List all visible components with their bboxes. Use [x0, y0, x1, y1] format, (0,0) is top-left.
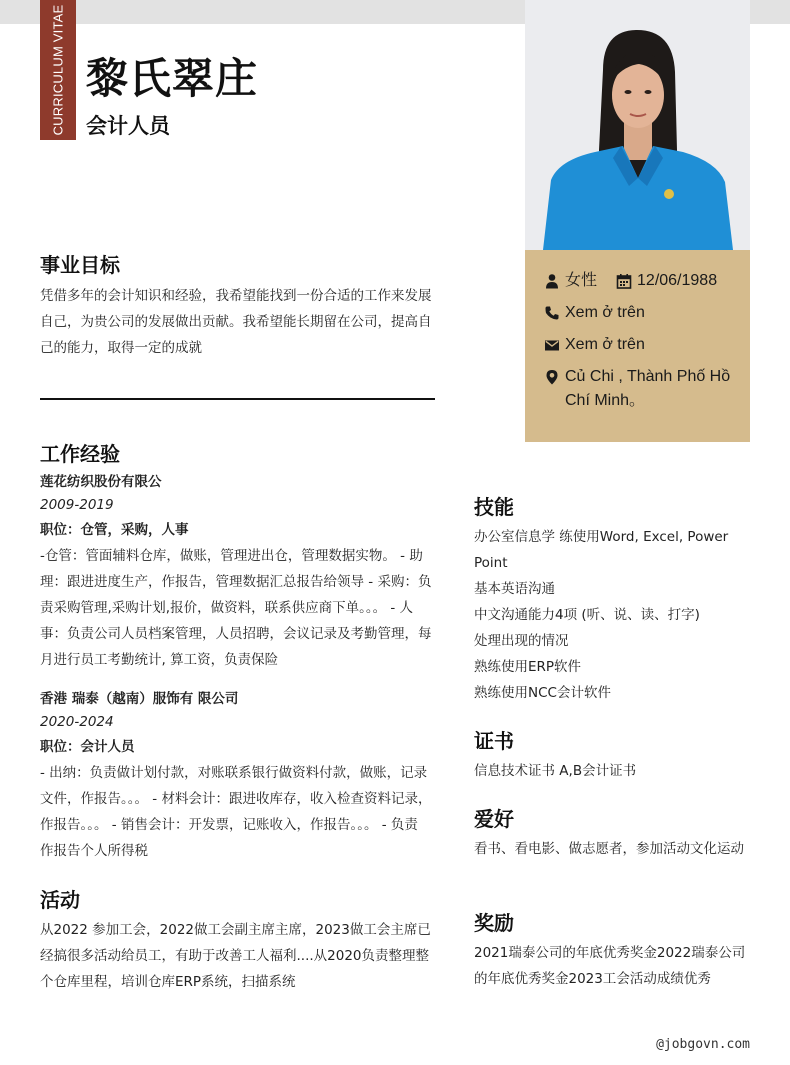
candidate-job-title: 会计人员 — [86, 114, 170, 138]
address-row — [544, 365, 732, 413]
skill-item: 基本英语沟通 — [474, 581, 555, 597]
job-years: 2009-2019 — [40, 497, 114, 513]
profile-photo — [525, 0, 750, 250]
dob-value: 12/06/1988 — [637, 272, 718, 289]
skill-item: 熟练使用ERP软件 — [474, 659, 582, 675]
job-years: 2020-2024 — [40, 714, 114, 730]
objective-heading: 事业目标 — [40, 253, 120, 277]
experience-item — [40, 471, 435, 673]
gender-value: 女性 — [565, 272, 598, 289]
candidate-name: 黎氏翠庄 — [86, 54, 259, 103]
cv-tag-label: CURRICULUM VITAE — [50, 4, 66, 136]
calendar-icon — [616, 269, 632, 293]
skill-item: 处理出现的情况 — [474, 633, 569, 649]
phone-icon — [544, 301, 560, 325]
contact-info-box — [525, 250, 750, 442]
certificates-text: 信息技术证书 A,B会计证书 — [474, 763, 637, 779]
skill-item: 熟练使用NCC会计软件 — [474, 685, 611, 701]
awards-heading: 奖励 — [474, 911, 514, 935]
job-description: - 出纳：负责做计划付款，对账联系银行做资料付款，做账，记录文件，作报告。。。 - 材料会计：跟进收库存，收入检查资料记录，作报告。。。 - 销售会计：开发票，记账收入，作报告。。。 - 负责 作报告个人所得税 — [40, 765, 432, 859]
address-value: Củ Chi , Thành Phố Hồ Chí Minh。 — [565, 368, 731, 409]
activities-heading: 活动 — [40, 888, 80, 912]
experience-heading: 工作经验 — [40, 442, 120, 466]
email-value: Xem ở trên — [565, 336, 645, 353]
phone-value: Xem ở trên — [565, 304, 645, 321]
person-icon — [544, 269, 560, 293]
skill-item: 办公室信息学 练使用Word, Excel, Power Point — [474, 529, 729, 571]
hobbies-text: 看书、看电影、做志愿者，参加活动文化运动 — [474, 841, 744, 857]
job-role: 职位：仓管，采购，人事 — [40, 522, 189, 538]
experience-item — [40, 688, 435, 864]
skills-list — [474, 524, 750, 706]
location-pin-icon — [544, 365, 560, 389]
section-divider — [40, 398, 435, 400]
email-row — [544, 333, 732, 357]
company-name: 香港 瑞泰（越南）服饰有 限公司 — [40, 691, 239, 707]
job-role: 职位：会计人员 — [40, 739, 135, 755]
activities-text: 从2022 参加工会，2022做工会副主席主席，2023做工会主席已经搞很多活动给员工，有助于改善工人福利....从2020负责整理整个仓库里程，培训仓库ERP系统，扫描系统 — [40, 922, 431, 990]
curriculum-vitae-tag — [40, 0, 76, 140]
objective-text: 凭借多年的会计知识和经验，我希望能找到一份合适的工作来发展自己，为贵公司的发展做出贡献。我希望能长期留在公司，提高自己的能力，取得一定的成就 — [40, 288, 432, 356]
mail-icon — [544, 333, 560, 357]
certificates-heading: 证书 — [474, 729, 514, 753]
skill-item: 中文沟通能力4项 (听、说、读、打字) — [474, 607, 700, 623]
phone-row — [544, 301, 732, 325]
gender-dob-row — [544, 269, 732, 293]
skills-heading: 技能 — [474, 495, 514, 519]
job-description: -仓管：管面辅料仓库，做账，管理进出仓，管理数据实物。 - 助理：跟进进度生产，作报告，管理数据汇总报告给领导 - 采购：负责采购管理,采购计划,报价，做资料，联系供应商下单。。。 - 人事：负责公司人员档案管理，人员招聘，会议记录及考勤管理，每月进行员工考勤统计, 算工资，负责保险 — [40, 548, 432, 668]
footer-watermark: @jobgovn.com — [656, 1037, 750, 1052]
awards-text: 2021瑞泰公司的年底优秀奖金2022瑞泰公司的年底优秀奖金2023工会活动成绩优秀 — [474, 945, 746, 987]
company-name: 莲花纺织股份有限公 — [40, 474, 162, 490]
hobbies-heading: 爱好 — [474, 807, 514, 831]
